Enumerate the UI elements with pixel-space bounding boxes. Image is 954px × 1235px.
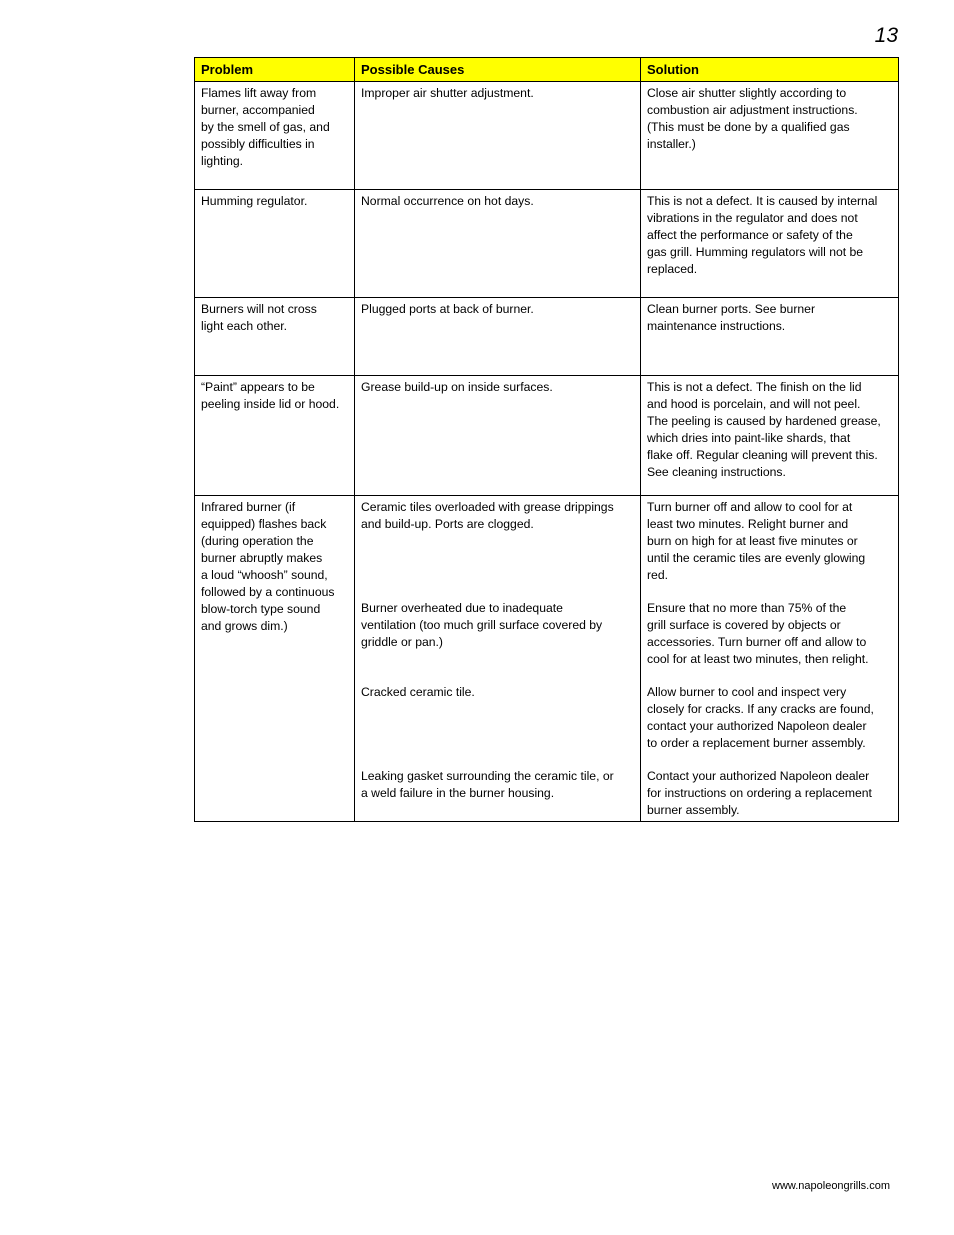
problem-text: Humming regulator. — [201, 194, 308, 208]
header-solution: Solution — [641, 58, 899, 82]
problem-cell — [195, 496, 355, 822]
header-problem: Problem — [195, 58, 355, 82]
causes-cell — [355, 376, 641, 496]
solution-text: Clean burner ports. See burner maintenance instructions. — [647, 302, 816, 333]
header-possible-causes: Possible Causes — [355, 58, 641, 82]
table-row — [195, 298, 899, 376]
causes-cell — [355, 298, 641, 376]
solution-text: This is not a defect. The finish on the lid and hood is porcelain, and will not peel. The peeling is caused by hardened grease, which dries into paint-like shards, that flake off. Regular cleaning will prevent this. See cleaning instructions. — [647, 380, 881, 479]
causes-cell — [355, 190, 641, 298]
cause-text: Burner overheated due to inadequate ventilation (too much grill surface covered by griddle or pan.) — [361, 601, 603, 649]
solution-cell — [641, 298, 899, 376]
problem-cell — [195, 190, 355, 298]
causes-cell — [355, 82, 641, 190]
cause-text: Leaking gasket surrounding the ceramic tile, or a weld failure in the burner housing. — [361, 769, 614, 800]
solution-cell — [641, 190, 899, 298]
problem-text: Infrared burner (if equipped) flashes back (during operation the burner abruptly makes a loud “whoosh” sound, followed by a continuous blow-torch type sound and grows dim.) — [201, 500, 335, 633]
solution-cell — [641, 376, 899, 496]
page-number: 13 — [874, 24, 898, 47]
table-row — [195, 82, 899, 190]
cause-text: Cracked ceramic tile. — [361, 685, 475, 699]
solution-text: Allow burner to cool and inspect very closely for cracks. If any cracks are found, contact your authorized Napoleon dealer to order a replacement burner assembly. — [647, 685, 874, 750]
footer-website-url: www.napoleongrills.com — [772, 1180, 890, 1192]
solution-text: Turn burner off and allow to cool for at least two minutes. Relight burner and burn on high for at least five minutes or until the ceramic tiles are evenly glowing red. — [647, 500, 866, 582]
problem-text: “Paint” appears to be peeling inside lid or hood. — [201, 380, 340, 411]
troubleshooting-table — [194, 57, 899, 822]
table-header-row — [195, 58, 899, 82]
solution-text: This is not a defect. It is caused by internal vibrations in the regulator and does not affect the performance or safety of the gas grill. Humming regulators will not be replaced. — [647, 194, 878, 276]
cause-text: Plugged ports at back of burner. — [361, 302, 534, 316]
table-row — [195, 376, 899, 496]
table-row — [195, 496, 899, 822]
cause-text: Normal occurrence on hot days. — [361, 194, 534, 208]
solution-text: Ensure that no more than 75% of the grill surface is covered by objects or accessories. Turn burner off and allow to cool for at least two minutes, then relight. — [647, 601, 869, 666]
solution-cell — [641, 82, 899, 190]
solution-text: Close air shutter slightly according to combustion air adjustment instructions. (This must be done by a qualified gas installer.) — [647, 86, 858, 151]
cause-text: Grease build-up on inside surfaces. — [361, 380, 553, 394]
problem-text: Burners will not cross light each other. — [201, 302, 317, 333]
table-row — [195, 190, 899, 298]
problem-text: Flames lift away from burner, accompanied by the smell of gas, and possibly difficulties in lighting. — [201, 86, 330, 168]
solution-cell — [641, 496, 899, 822]
cause-text: Ceramic tiles overloaded with grease drippings and build-up. Ports are clogged. — [361, 500, 614, 531]
problem-cell — [195, 82, 355, 190]
cause-text: Improper air shutter adjustment. — [361, 86, 534, 100]
solution-text: Contact your authorized Napoleon dealer for instructions on ordering a replacement burner assembly. — [647, 769, 872, 817]
problem-cell — [195, 298, 355, 376]
causes-cell — [355, 496, 641, 822]
problem-cell — [195, 376, 355, 496]
